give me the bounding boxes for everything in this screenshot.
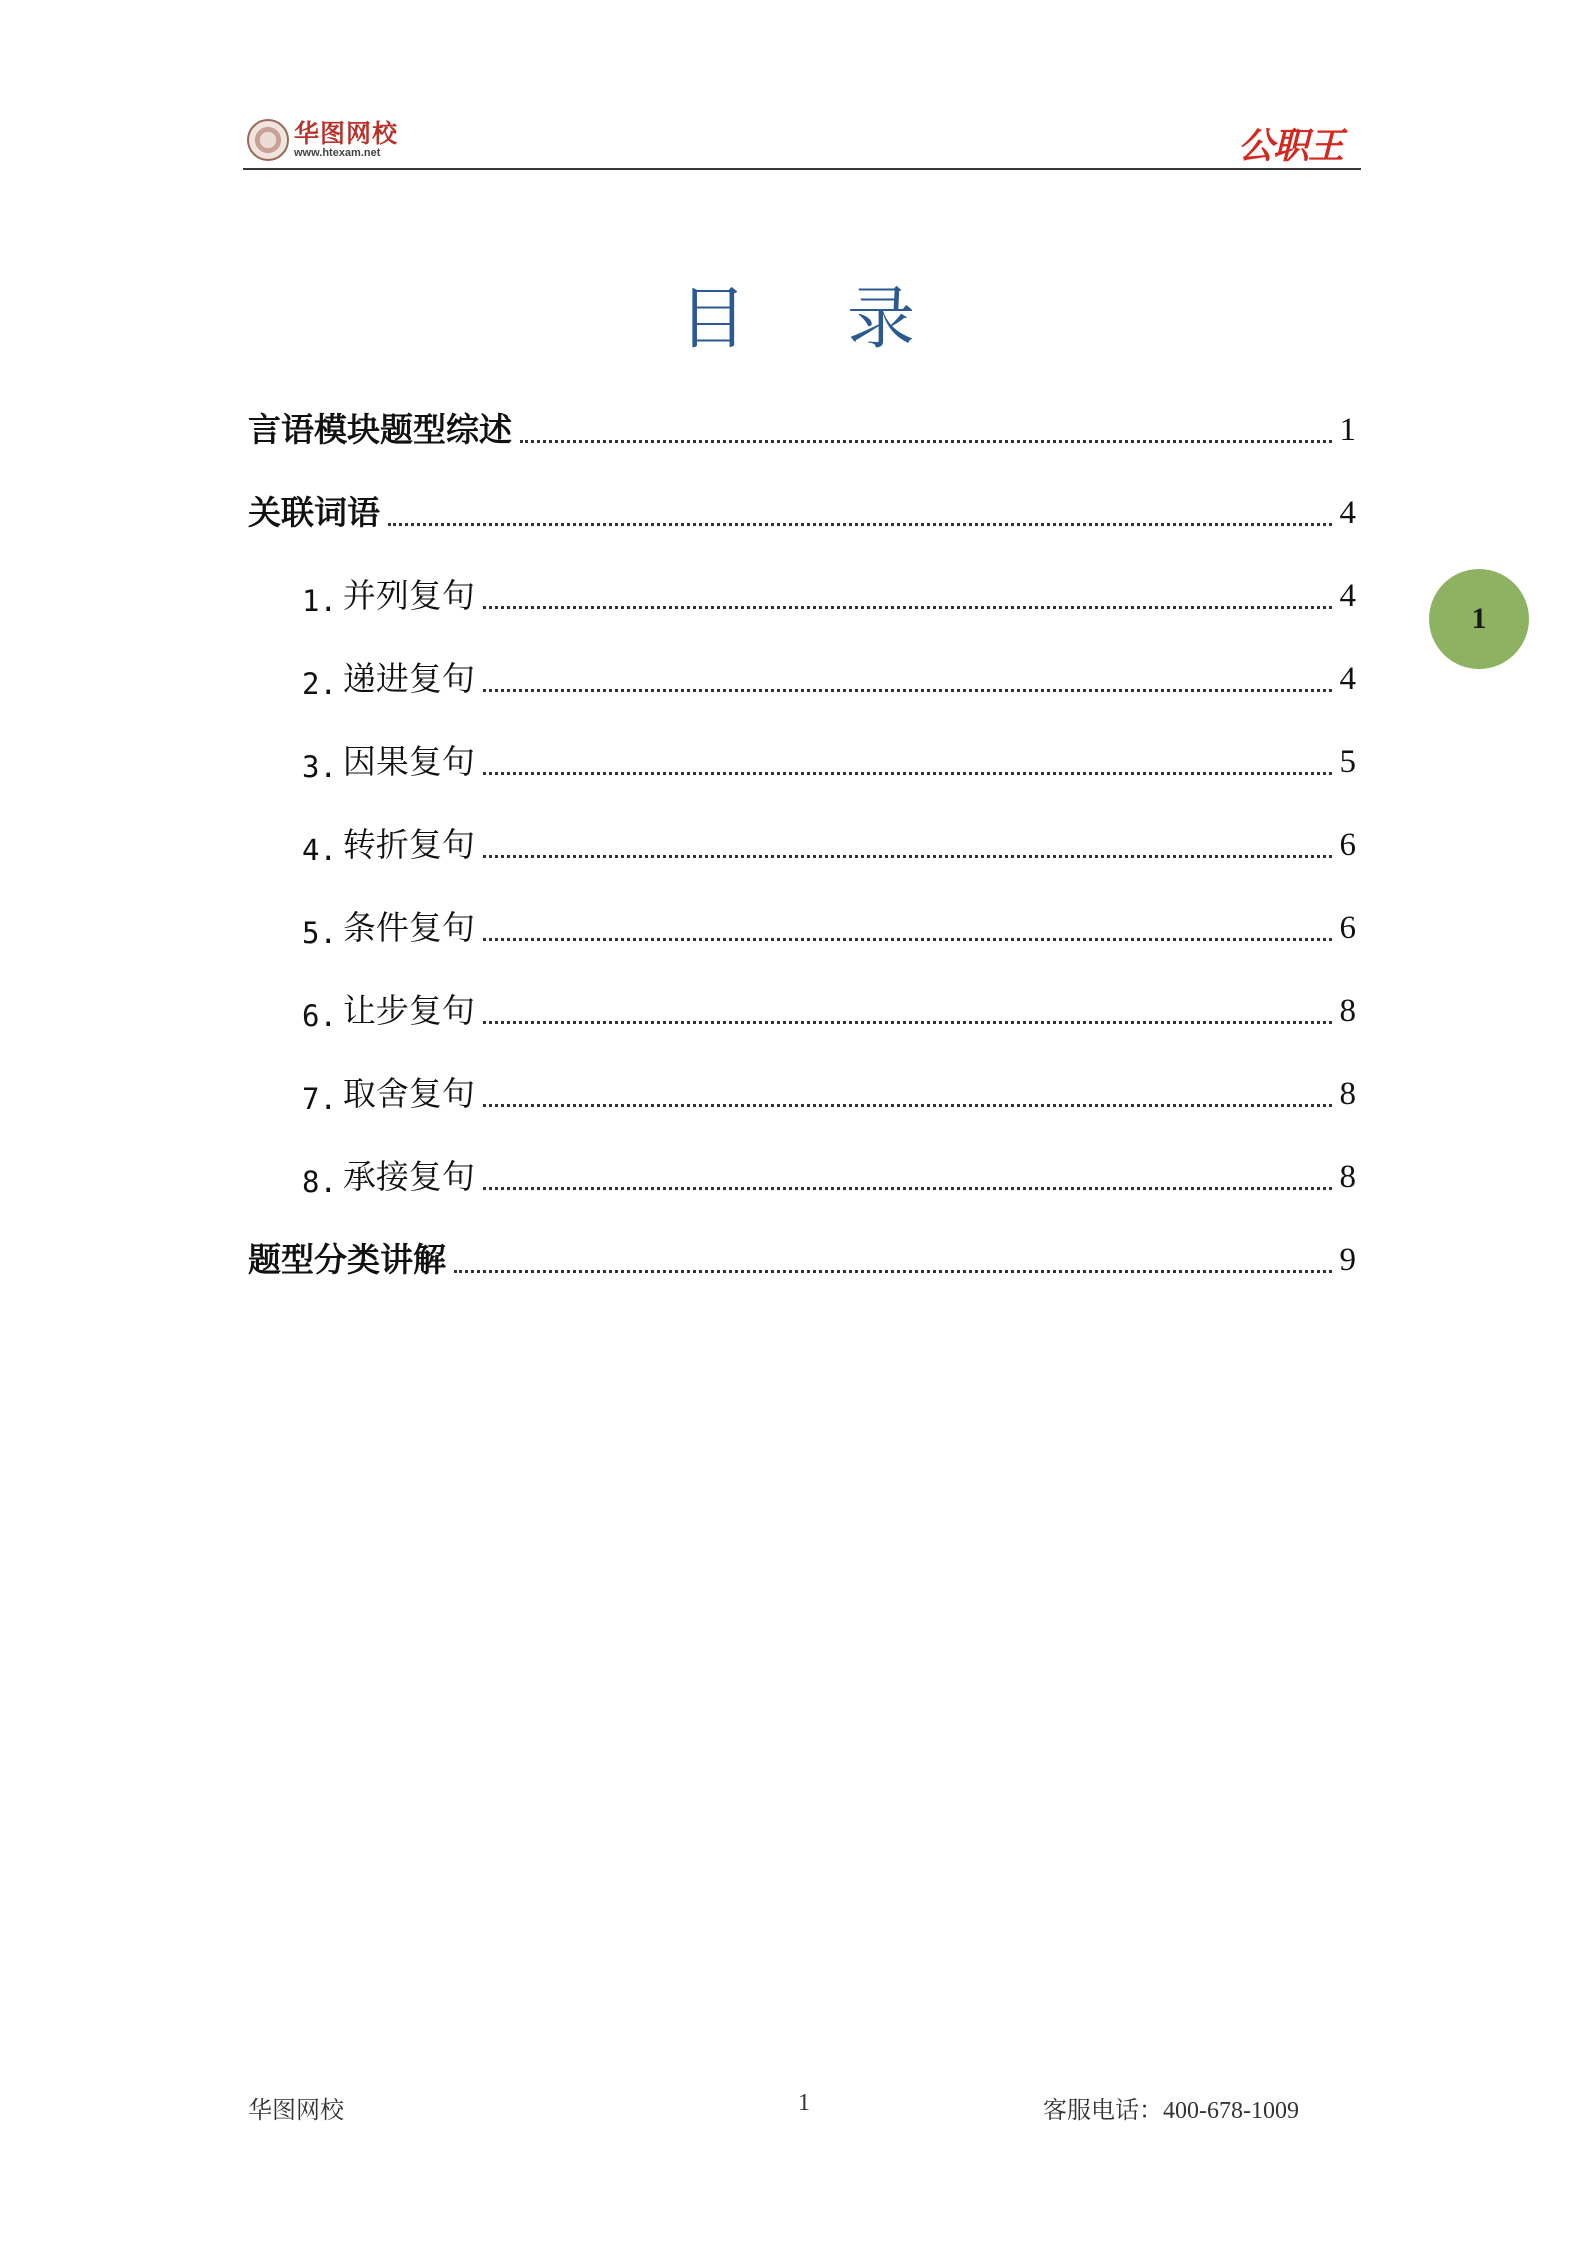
toc-entry-label: 取舍复句 [342, 1074, 475, 1113]
toc-entry-label: 因果复句 [342, 742, 475, 781]
toc-entry[interactable] [248, 483, 1356, 535]
toc-entry-number: 7. [302, 1082, 337, 1116]
gongzhiwang-logo[interactable]: 公职王 [1237, 126, 1343, 167]
toc-entry[interactable] [302, 981, 1356, 1033]
toc-entry-number: 2. [302, 667, 337, 701]
page-number-badge[interactable]: 1 [1429, 569, 1529, 669]
logo-name: 华图网校 [294, 119, 399, 148]
toc-entry-number: 3. [302, 750, 337, 784]
footer-page-number: 1 [798, 2090, 810, 2116]
toc-entry-label: 言语模块题型综述 [248, 410, 512, 449]
toc-entry-page: 6 [1339, 910, 1356, 946]
dot-leader [483, 855, 1332, 858]
toc-entry[interactable] [248, 1230, 1356, 1282]
toc-entry-page: 8 [1339, 1076, 1356, 1112]
toc-entry[interactable] [302, 732, 1356, 784]
toc-entry-number: 4. [302, 833, 337, 867]
dot-leader [388, 523, 1332, 526]
toc-entry-page: 9 [1339, 1242, 1356, 1278]
toc-entry-page: 6 [1339, 827, 1356, 863]
footer-brand: 华图网校 [248, 2098, 344, 2124]
toc-entry-label: 转折复句 [342, 825, 475, 864]
toc-entry[interactable] [302, 1064, 1356, 1116]
toc-entry-page: 5 [1339, 744, 1356, 780]
toc-entry-page: 4 [1339, 661, 1356, 697]
toc-entry[interactable] [302, 815, 1356, 867]
toc-entry-page: 8 [1339, 993, 1356, 1029]
logo-url: www.htexam.net [294, 147, 381, 159]
toc-entry-page: 4 [1339, 495, 1356, 531]
page-header [243, 110, 1361, 170]
toc-entry[interactable] [248, 400, 1356, 452]
dot-leader [483, 1021, 1332, 1024]
htexam-logo[interactable] [247, 116, 398, 164]
dot-leader [483, 772, 1332, 775]
toc-entry-page: 1 [1339, 412, 1356, 448]
toc-entry-label: 让步复句 [342, 991, 475, 1030]
toc-entry[interactable] [302, 566, 1356, 618]
toc-entry-page: 8 [1339, 1159, 1356, 1195]
logo-text [294, 121, 398, 159]
dot-leader [483, 689, 1332, 692]
toc-entry-number: 8. [302, 1165, 337, 1199]
toc-entry[interactable] [302, 1147, 1356, 1199]
toc-entry-label: 递进复句 [342, 659, 475, 698]
toc-entry-page: 4 [1339, 578, 1356, 614]
toc-entry-number: 5. [302, 916, 337, 950]
dot-leader [520, 440, 1332, 443]
toc-entry-label: 条件复句 [342, 908, 475, 947]
toc-entry-label: 并列复句 [342, 576, 475, 615]
page-title: 目录 [678, 280, 1015, 359]
seal-icon [247, 119, 289, 161]
dot-leader [483, 938, 1332, 941]
toc-entry-label: 承接复句 [342, 1157, 475, 1196]
toc-entry-number: 1. [302, 584, 337, 618]
toc-entry-number: 6. [302, 999, 337, 1033]
dot-leader [483, 606, 1332, 609]
toc-entry-label: 关联词语 [248, 493, 380, 532]
dot-leader [483, 1187, 1332, 1190]
toc-entry[interactable] [302, 649, 1356, 701]
page-footer [0, 2090, 1594, 2130]
toc-entry-label: 题型分类讲解 [248, 1240, 446, 1279]
dot-leader [483, 1104, 1332, 1107]
footer-service-phone: 客服电话：400-678-1009 [1043, 2098, 1299, 2124]
dot-leader [454, 1270, 1332, 1273]
toc-entry[interactable] [302, 898, 1356, 950]
